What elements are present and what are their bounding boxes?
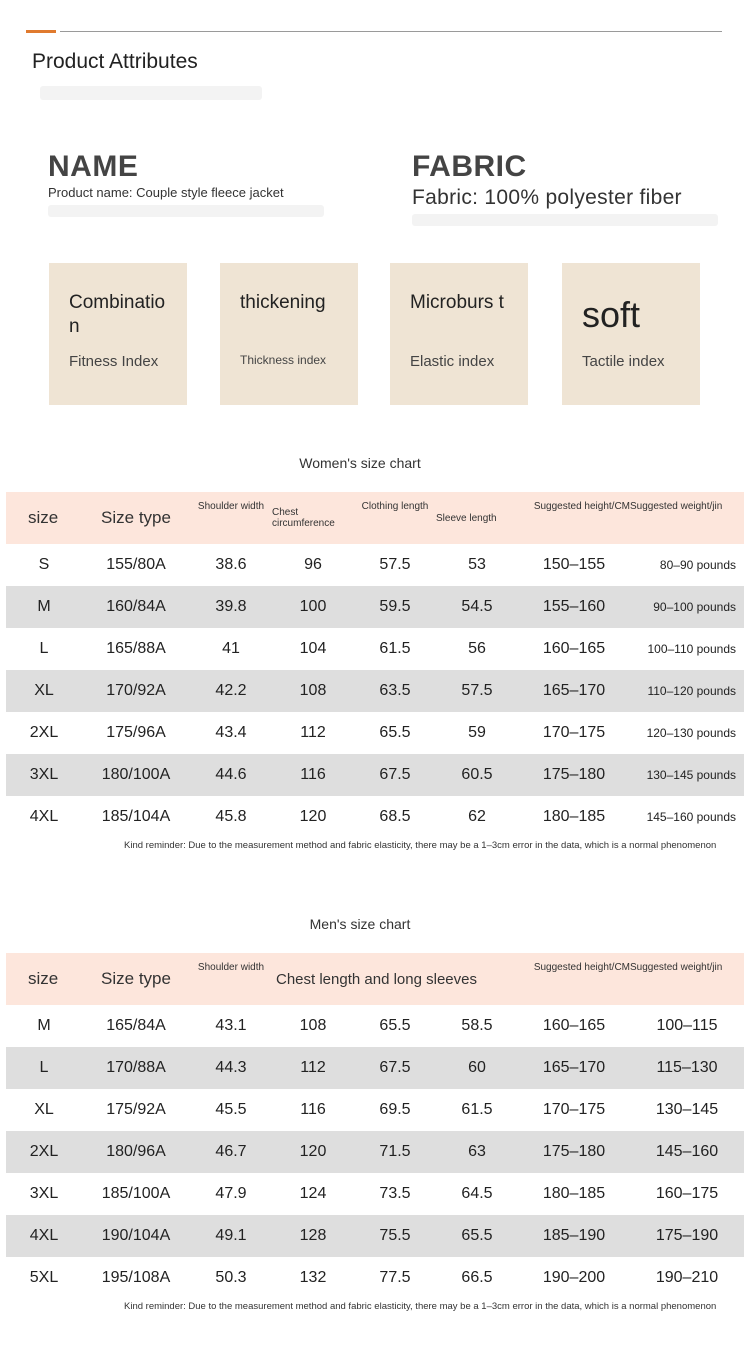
cell-shoulder: 47.9 <box>215 1185 247 1202</box>
header-sleeve-length: Sleeve length <box>436 492 518 544</box>
accent-bar <box>26 30 56 33</box>
cell-shoulder: 42.2 <box>190 670 272 712</box>
cell-weight: 100–110 pounds <box>647 642 736 656</box>
attribute-card-thickness <box>220 263 358 405</box>
card-index: Elastic index <box>410 353 495 370</box>
cell-size: 3XL <box>6 754 82 796</box>
cell-shoulder: 43.1 <box>215 1017 247 1034</box>
cell-length: 59.5 <box>354 586 436 628</box>
cell-size: 2XL <box>6 1131 82 1173</box>
cell-size: 4XL <box>29 808 59 825</box>
cell-sleeve: 65.5 <box>436 1215 518 1257</box>
attribute-card-elastic <box>390 263 528 405</box>
table-row <box>6 628 744 670</box>
cell-sleeve: 54.5 <box>436 586 518 628</box>
table-header-row <box>6 953 744 1005</box>
cell-size-type: 165/84A <box>106 1017 166 1034</box>
cell-height: 160–165 <box>542 640 606 657</box>
header-shoulder-width: Shoulder width <box>190 492 272 544</box>
cell-shoulder: 50.3 <box>215 1269 247 1286</box>
card-index: Tactile index <box>582 353 665 370</box>
cell-size-type: 170/92A <box>82 670 190 712</box>
cell-shoulder: 49.1 <box>190 1215 272 1257</box>
cell-size-type: 185/104A <box>101 808 171 825</box>
cell-weight: 160–175 <box>655 1185 719 1202</box>
cell-shoulder: 43.4 <box>215 724 247 741</box>
cell-weight: 80–90 pounds <box>659 558 736 572</box>
cell-chest: 112 <box>300 724 326 741</box>
header-size: size <box>6 492 82 544</box>
table-row <box>6 712 744 754</box>
header-weight: Suggested weight/jin <box>630 492 744 544</box>
cell-size: 3XL <box>29 1185 59 1202</box>
cell-shoulder: 41 <box>222 640 240 657</box>
card-index: Fitness Index <box>69 353 159 370</box>
men-size-table <box>6 953 744 1299</box>
cell-chest: 120 <box>299 808 327 825</box>
section-title: Product Attributes <box>32 50 198 73</box>
header-size-type: Size type <box>82 492 190 544</box>
top-divider <box>60 31 722 32</box>
header-height: Suggested height/CM <box>518 953 630 1005</box>
cell-sleeve: 61.5 <box>461 1101 493 1118</box>
cell-sleeve: 56 <box>468 640 486 657</box>
name-heading: NAME <box>48 150 139 183</box>
cell-chest: 100 <box>272 586 354 628</box>
cell-sleeve: 59 <box>468 724 486 741</box>
blurred-subtitle <box>40 86 262 100</box>
cell-height: 165–170 <box>518 1047 630 1089</box>
cell-size-type: 175/96A <box>106 724 166 741</box>
table-row <box>6 670 744 712</box>
cell-chest: 120 <box>272 1131 354 1173</box>
cell-height: 175–180 <box>518 1131 630 1173</box>
header-clothing-length: Clothing length <box>354 492 436 544</box>
men-chart-title: Men's size chart <box>309 916 411 932</box>
cell-height: 180–185 <box>542 808 606 825</box>
cell-size-type: 180/96A <box>82 1131 190 1173</box>
cell-length: 65.5 <box>379 1017 411 1034</box>
cell-weight: 115–130 <box>630 1047 744 1089</box>
header-size-type: Size type <box>82 953 190 1005</box>
table-row <box>6 586 744 628</box>
cell-chest: 112 <box>272 1047 354 1089</box>
card-word: thickening <box>240 292 326 313</box>
cell-size: 2XL <box>29 724 59 741</box>
cell-shoulder: 44.6 <box>190 754 272 796</box>
cell-weight: 190–210 <box>655 1269 719 1286</box>
cell-height: 170–175 <box>542 724 606 741</box>
cell-height: 185–190 <box>518 1215 630 1257</box>
cell-length: 71.5 <box>354 1131 436 1173</box>
cell-weight: 110–120 pounds <box>630 670 744 712</box>
cell-length: 75.5 <box>354 1215 436 1257</box>
table-row <box>6 1257 744 1299</box>
attribute-card-fitness <box>49 263 187 405</box>
table-row <box>6 1005 744 1047</box>
header-height: Suggested height/CM <box>518 492 630 544</box>
cell-height: 190–200 <box>542 1269 606 1286</box>
cell-length: 69.5 <box>379 1101 411 1118</box>
fabric-heading: FABRIC <box>412 150 527 183</box>
attribute-card-tactile <box>562 263 700 405</box>
cell-size: XL <box>34 1101 54 1118</box>
cell-weight: 175–190 <box>630 1215 744 1257</box>
cell-shoulder: 45.8 <box>215 808 247 825</box>
cell-length: 65.5 <box>379 724 411 741</box>
men-reminder: Kind reminder: Due to the measurement method and fabric elasticity, there may be a 1–3cm error in the data, which is a normal phenomenon <box>124 1301 717 1312</box>
cell-size: 5XL <box>29 1269 59 1286</box>
cell-weight: 130–145 <box>655 1101 719 1118</box>
header-chest-length-sleeves: Chest length and long sleeves <box>272 953 518 1005</box>
header-chest: Chest circumference <box>272 492 354 544</box>
table-row <box>6 1215 744 1257</box>
cell-height: 175–180 <box>518 754 630 796</box>
cell-size: L <box>6 1047 82 1089</box>
cell-size: M <box>37 1017 51 1034</box>
header-weight: Suggested weight/jin <box>630 953 744 1005</box>
cell-sleeve: 62 <box>468 808 486 825</box>
cell-size-type: 180/100A <box>82 754 190 796</box>
cell-shoulder: 39.8 <box>190 586 272 628</box>
cell-height: 160–165 <box>542 1017 606 1034</box>
cell-height: 155–160 <box>518 586 630 628</box>
table-row <box>6 1047 744 1089</box>
cell-sleeve: 58.5 <box>461 1017 493 1034</box>
cell-weight: 100–115 <box>656 1017 718 1034</box>
cell-weight: 90–100 pounds <box>630 586 744 628</box>
fabric-value: Fabric: 100% polyester fiber <box>412 186 682 209</box>
cell-sleeve: 60.5 <box>436 754 518 796</box>
table-row <box>6 1131 744 1173</box>
cell-shoulder: 45.5 <box>215 1101 247 1118</box>
cell-size-type: 170/88A <box>82 1047 190 1089</box>
card-word: soft <box>582 294 641 335</box>
cell-length: 57.5 <box>379 556 411 573</box>
cell-size: 4XL <box>6 1215 82 1257</box>
cell-chest: 132 <box>299 1269 327 1286</box>
cell-chest: 108 <box>299 1017 327 1034</box>
cell-sleeve: 64.5 <box>461 1185 493 1202</box>
table-row <box>6 1089 744 1131</box>
cell-chest: 96 <box>304 556 322 573</box>
card-word: Microburs t <box>410 292 504 313</box>
header-size: size <box>6 953 82 1005</box>
table-row <box>6 754 744 796</box>
cell-length: 63.5 <box>354 670 436 712</box>
cell-length: 77.5 <box>379 1269 411 1286</box>
cell-height: 165–170 <box>518 670 630 712</box>
cell-shoulder: 44.3 <box>190 1047 272 1089</box>
cell-chest: 116 <box>272 754 354 796</box>
cell-length: 67.5 <box>354 754 436 796</box>
cell-length: 73.5 <box>379 1185 411 1202</box>
cell-size-type: 155/80A <box>106 556 166 573</box>
table-row <box>6 796 744 838</box>
table-row <box>6 1173 744 1215</box>
cell-length: 68.5 <box>379 808 411 825</box>
cell-length: 61.5 <box>379 640 411 657</box>
cell-weight: 145–160 pounds <box>646 810 736 824</box>
cell-sleeve: 66.5 <box>461 1269 493 1286</box>
cell-sleeve: 60 <box>436 1047 518 1089</box>
cell-size: S <box>38 556 50 573</box>
cell-size-type: 185/100A <box>101 1185 171 1202</box>
women-chart-title: Women's size chart <box>299 455 421 471</box>
cell-size-type: 175/92A <box>106 1101 166 1118</box>
cell-size-type: 190/104A <box>82 1215 190 1257</box>
cell-size-type: 195/108A <box>101 1269 171 1286</box>
cell-size-type: 165/88A <box>106 640 166 657</box>
cell-height: 180–185 <box>542 1185 606 1202</box>
cell-sleeve: 53 <box>468 556 486 573</box>
cell-chest: 128 <box>272 1215 354 1257</box>
cell-shoulder: 46.7 <box>190 1131 272 1173</box>
card-index: Thickness index <box>240 353 327 367</box>
women-reminder: Kind reminder: Due to the measurement method and fabric elasticity, there may be a 1–3cm error in the data, which is a normal phenomenon <box>124 840 717 851</box>
cell-size: M <box>6 586 82 628</box>
women-size-table <box>6 492 744 838</box>
product-name: Product name: Couple style fleece jacket <box>48 185 284 200</box>
cell-chest: 124 <box>299 1185 327 1202</box>
cell-sleeve: 63 <box>436 1131 518 1173</box>
cell-weight: 120–130 pounds <box>646 726 736 740</box>
card-word: Combinatio n <box>69 292 166 337</box>
cell-weight: 145–160 <box>630 1131 744 1173</box>
table-row <box>6 544 744 586</box>
cell-size: L <box>39 640 49 657</box>
cell-chest: 108 <box>272 670 354 712</box>
cell-sleeve: 57.5 <box>436 670 518 712</box>
cell-weight: 130–145 pounds <box>630 754 744 796</box>
blurred-fabric-line <box>412 214 718 226</box>
cell-height: 150–155 <box>542 556 606 573</box>
table-header-row <box>6 492 744 544</box>
cell-shoulder: 38.6 <box>215 556 247 573</box>
cell-size: XL <box>6 670 82 712</box>
cell-height: 170–175 <box>542 1101 606 1118</box>
cell-length: 67.5 <box>354 1047 436 1089</box>
cell-chest: 116 <box>300 1101 326 1118</box>
cell-size-type: 160/84A <box>82 586 190 628</box>
blurred-name-line <box>48 205 324 217</box>
header-shoulder-width: Shoulder width <box>190 953 272 1005</box>
cell-chest: 104 <box>299 640 327 657</box>
